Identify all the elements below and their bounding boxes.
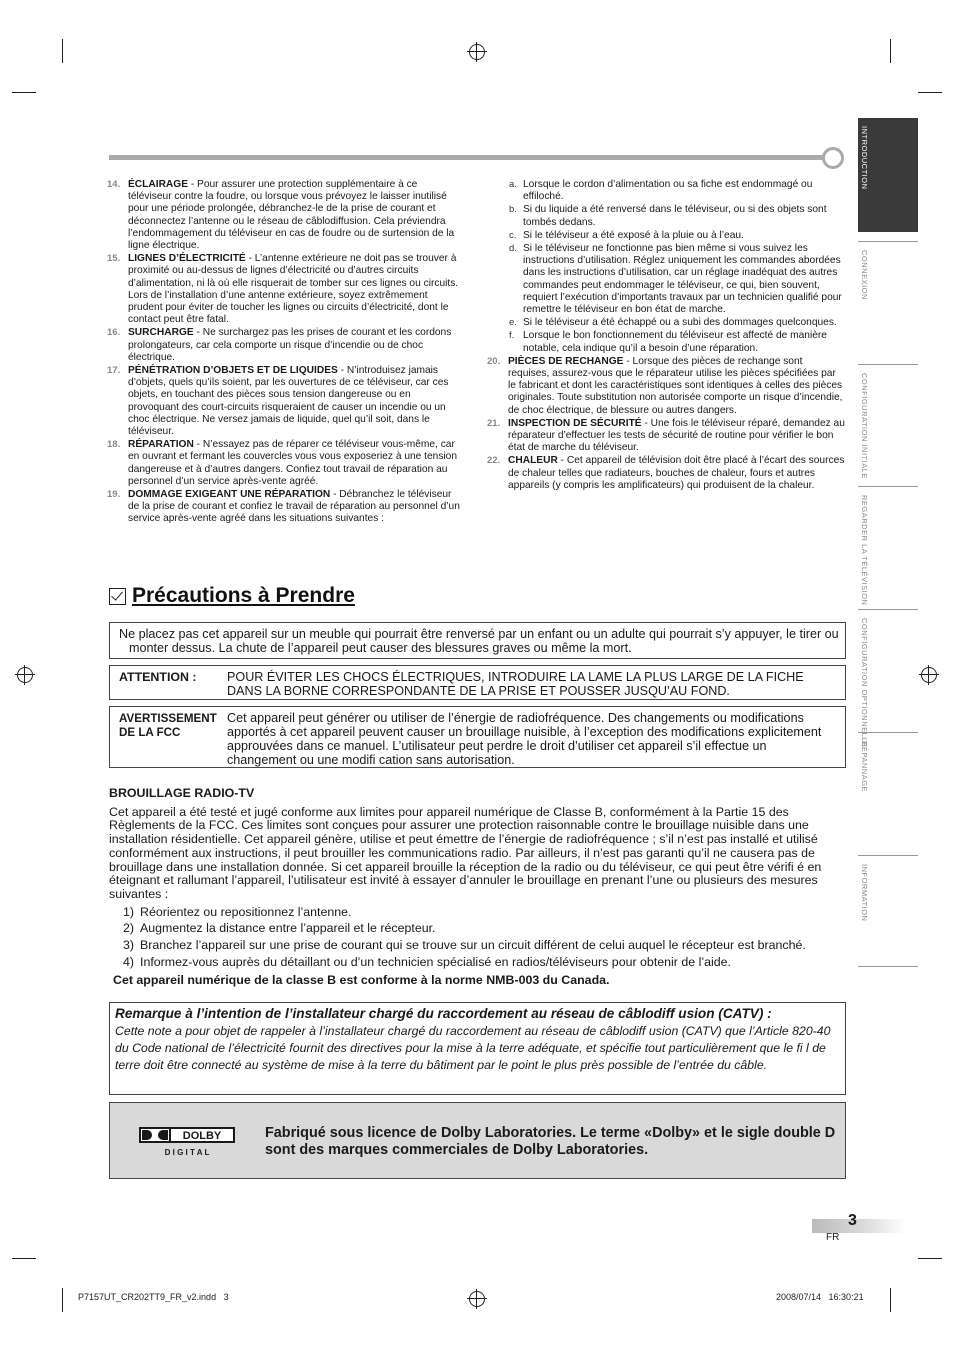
catv-remark-title: Remarque à l’intention de l’installateur chargé du raccordement au réseau de câblodiff usion (CATV) : bbox=[115, 1006, 772, 1021]
item-body bbox=[128, 365, 461, 438]
item-body bbox=[128, 327, 461, 364]
header-rule bbox=[109, 155, 829, 160]
sub-item-text: Si le téléviseur a été échappé ou a subi des dommages quelconques. bbox=[523, 317, 837, 329]
item-body bbox=[128, 253, 461, 326]
sub-item-letter: d. bbox=[509, 243, 517, 255]
item-text: - Une fois le téléviseur réparé, demandez au réparateur d’effectuer les tests de sécurité de routine pour vérifier le bon état de marche du téléviseur. bbox=[508, 417, 845, 454]
item-text: - L’antenne extérieure ne doit pas se trouver à proximité ou au-dessus de lignes d’électricité ou d’autres circuits d’alimentation, ni là où elle risquerait de tomber sur ces lignes ou circuits. Lors de l’installation d’une antenne extérieure, soyez extrêmement prudent pour éviter de toucher les lignes ou circuits d’électricité, dont le contact peut être fatal. bbox=[128, 253, 459, 326]
attention-text: POUR ÉVITER LES CHOCS ÉLECTRIQUES, INTRODUIRE LA LAME LA PLUS LARGE DE LA FICHE DANS LA BORNE CORRESPONDANTE DE LA PRISE ET POUSSER JUSQU’AU FOND. bbox=[227, 670, 804, 698]
item-text: - Cet appareil de télévision doit être placé à l’écart des sources de chaleur telles que radiateurs, bouches de chaleur, fours et autres appareils (y compris les amplificateurs) qui produisent de la chaleur. bbox=[508, 455, 845, 491]
sub-item bbox=[487, 204, 845, 228]
radio-interference-title: BROUILLAGE RADIO-TV bbox=[109, 786, 255, 800]
side-tab-connexion[interactable] bbox=[858, 241, 918, 355]
item-number: 18. bbox=[107, 439, 121, 451]
crop-mark bbox=[918, 92, 942, 93]
side-tab-information[interactable] bbox=[858, 855, 918, 967]
item-body bbox=[128, 179, 461, 252]
header-circle-icon bbox=[822, 147, 844, 169]
safety-item bbox=[107, 327, 461, 364]
item-title: CHALEUR bbox=[508, 455, 558, 467]
catv-remark-box bbox=[109, 1002, 846, 1095]
crop-mark bbox=[890, 39, 891, 63]
side-tab-label: CONFIGURATION INITIALE bbox=[860, 373, 869, 479]
side-tab-introduction[interactable] bbox=[858, 118, 918, 232]
registration-mark-icon bbox=[921, 667, 937, 683]
step-number: 1) bbox=[123, 904, 135, 919]
item-title: DOMMAGE EXIGEANT UNE RÉPARATION bbox=[128, 489, 331, 501]
dolby-license-box bbox=[109, 1102, 846, 1179]
remedy-list bbox=[109, 906, 846, 970]
sub-item bbox=[487, 230, 845, 242]
tip-over-warning-box bbox=[109, 622, 846, 659]
section-heading bbox=[109, 584, 355, 608]
list-item bbox=[109, 956, 846, 970]
item-title: RÉPARATION bbox=[128, 439, 194, 451]
item-body bbox=[128, 489, 461, 526]
item-body bbox=[508, 356, 845, 417]
side-tab-regarder-television[interactable] bbox=[858, 486, 918, 606]
side-tab-configuration-initiale[interactable] bbox=[858, 364, 918, 478]
sub-item-text: Si le téléviseur a été exposé à la pluie ou à l’eau. bbox=[523, 229, 744, 241]
safety-item bbox=[487, 356, 845, 417]
catv-remark-text: Cette note a pour objet de rappeler à l’installateur chargé du raccordement au réseau de câblodiff usion (CATV) que l’Article 820-40 du Code national de l’électricité fournit des directives pour la mise à la terre adéquate, et spécifie tout particulièrement que le fi l de terre doit être connecté au système de mise à la terre du bâtiment par le point le plus près possible de l’entrée du câble. bbox=[115, 1023, 831, 1072]
side-tab-label: DÉPANNAGE bbox=[860, 741, 869, 793]
step-text: Branchez l’appareil sur une prise de courant qui se trouve sur un circuit différent de celui auquel le récepteur est branché. bbox=[140, 938, 806, 953]
footer-timestamp: 2008/07/14 16:30:21 bbox=[776, 1292, 864, 1302]
safety-item bbox=[487, 455, 845, 492]
left-safety-column bbox=[107, 179, 461, 527]
registration-mark-icon bbox=[469, 44, 485, 60]
sub-item-text: Lorsque le bon fonctionnement du téléviseur est affecté de manière notable, cela indique qu’il a besoin d’une réparation. bbox=[523, 330, 827, 354]
item-number: 22. bbox=[487, 455, 501, 467]
step-text: Informez-vous auprès du détaillant ou d’un technicien spécialisé en radios/téléviseurs pour obtenir de l’aide. bbox=[140, 954, 731, 969]
radio-interference-section bbox=[109, 787, 846, 988]
crop-mark bbox=[918, 1258, 942, 1259]
attention-box bbox=[109, 665, 846, 700]
sub-item-text: Si le téléviseur ne fonctionne pas bien même si vous suivez les instructions d’utilisation. Réglez uniquement les commandes abordées dans les instructions d’utilisation, car un réglage inadéquat des autres commandes peut endommager le téléviseur, ce qui, bien souvent, requiert l’exécution d’importants travaux par un technicien qualifié pour remettre le téléviseur en bon état de marche. bbox=[523, 243, 842, 316]
item-text: - Ne surchargez pas les prises de courant et les cordons prolongateurs, car cela comporte un risque d’incendie ou de choc électrique. bbox=[128, 327, 452, 363]
sub-item-letter: f. bbox=[509, 330, 515, 342]
item-text: - Lorsque des pièces de rechange sont requises, assurez-vous que le réparateur utilise les pièces spécifiées par le fabricant et dont les caractéristiques sont identiques à celles des pièces originales. Toute substitution non autorisée comporte un risque d’incendie, de choc électrique, de blessure ou autres dangers. bbox=[508, 355, 843, 416]
list-item bbox=[109, 922, 846, 936]
sub-item-letter: c. bbox=[509, 229, 517, 241]
item-title: PÉNÉTRATION D’OBJETS ET DE LIQUIDES bbox=[128, 365, 338, 377]
safety-item bbox=[107, 439, 461, 488]
fcc-warning-label: AVERTISSEMENT DE LA FCC bbox=[119, 712, 217, 739]
item-text: - Pour assurer une protection supplémentaire à ce téléviseur contre la foudre, ou lorsque vous prévoyez le laisser inutilisé pour une période prolongée, débranchez-le de la prise de courant et déconnectez l’antenne ou le réseau de câblodiffusion. Cela préviendra l’endommagement du téléviseur en cas de foudre ou de surtension de la ligne électrique. bbox=[128, 179, 455, 252]
safety-item bbox=[487, 418, 845, 455]
sub-item bbox=[487, 330, 845, 354]
crop-mark bbox=[12, 1258, 36, 1259]
item-body bbox=[128, 439, 461, 488]
item-number: 17. bbox=[107, 365, 121, 377]
sub-item bbox=[487, 179, 845, 203]
footer-filename: P7157UT_CR202TT9_FR_v2.indd 3 bbox=[78, 1292, 229, 1302]
safety-item bbox=[107, 253, 461, 326]
sub-item bbox=[487, 317, 845, 329]
step-text: Réorientez ou repositionnez l’antenne. bbox=[140, 904, 352, 919]
page-number-bar bbox=[812, 1219, 905, 1233]
fcc-warning-text: Cet appareil peut générer ou utiliser de l’énergie de radiofréquence. Des changements ou modifications apportés à cet appareil peuvent causer un brouillage nuisible, à l’exception des modifications explicitement approuvées dans ce manuel. L’utilisateur peut perdre le droit d’utiliser cet appareil s’il effectue un changement ou une modifi cation sans autorisation. bbox=[227, 711, 822, 767]
dolby-license-text: Fabriqué sous licence de Dolby Laboratories. Le terme «Dolby» et le sigle double D sont des marques commerciales de Dolby Laboratories. bbox=[265, 1125, 836, 1158]
item-title: ÉCLAIRAGE bbox=[128, 179, 188, 190]
item-body bbox=[508, 418, 845, 455]
item-text: - N’introduisez jamais d’objets, quels qu’ils soient, par les ouvertures de ce téléviseur, car ces objets, en touchant des pièces sous tension dangereuse ou en provoquant des court-circuits risqueraient de causer un incendie ou un choc électrique. Ne versez jamais de liquide, quel qu’il soit, dans le téléviseur. bbox=[128, 365, 449, 438]
crop-mark bbox=[890, 1288, 891, 1312]
list-item bbox=[109, 939, 846, 953]
side-tab-label: CONFIGURATION OPTIONNELLE bbox=[860, 618, 869, 748]
item-text: - N’essayez pas de réparer ce téléviseur vous-même, car en ouvrant et fermant les couvercles vous vous exposeriez à une tension dangereuse et à d’autres dangers. Confiez tout travail de réparation au personnel d’un service après-vente agréé. bbox=[128, 439, 458, 487]
canada-compliance-note: Cet appareil numérique de la classe B est conforme à la norme NMB-003 du Canada. bbox=[113, 973, 610, 988]
side-tab-label: INTRODUCTION bbox=[860, 126, 869, 190]
radio-interference-intro: Cet appareil a été testé et jugé conforme aux limites pour appareil numérique de Classe B, conformément à la Partie 15 des Règlements de la FCC. Ces limites sont conçues pour assurer une protection raisonnable contre le brouillage nuisible dans une installation résidentielle. Cet appareil génère, utilise et peut émettre de l’énergie de radiofréquence ; s’il n’est pas installé et utilisé conformément aux instructions, il peut brouiller les communications radio. Par ailleurs, il n’est pas garanti qu’il ne causera pas de brouillage dans une installation donnée. Si cet appareil brouille la réception de la radio ou du téléviseur, ce qui peut être vérifi é en éteignant et rallumant l’appareil, l’utilisateur est invité à essayer d’annuler le brouillage en prenant l’une ou plusieurs des mesures suivantes : bbox=[109, 804, 822, 901]
item-number: 16. bbox=[107, 327, 121, 339]
item-text: - Débranchez le téléviseur de la prise de courant et confiez le travail de réparation au personnel d’un service après-vente agréé dans les situations suivantes : bbox=[128, 489, 460, 525]
step-text: Augmentez la distance entre l’appareil et le récepteur. bbox=[140, 921, 436, 936]
item-title: LIGNES D’ÉLECTRICITÉ bbox=[128, 253, 246, 265]
fcc-warning-box bbox=[109, 706, 846, 768]
item-body bbox=[508, 455, 845, 492]
crop-mark bbox=[62, 1288, 63, 1312]
section-title: Précautions à Prendre bbox=[132, 584, 355, 607]
dolby-logo-icon bbox=[138, 1126, 236, 1158]
crop-mark bbox=[12, 92, 36, 93]
registration-mark-icon bbox=[469, 1291, 485, 1307]
language-code: FR bbox=[826, 1232, 840, 1243]
page-number: 3 bbox=[848, 1212, 857, 1229]
side-tab-depannage[interactable] bbox=[858, 732, 918, 846]
item-number: 19. bbox=[107, 489, 121, 501]
sub-item bbox=[487, 243, 845, 316]
safety-item bbox=[107, 365, 461, 438]
safety-item bbox=[107, 489, 461, 526]
registration-mark-icon bbox=[17, 667, 33, 683]
checkbox-icon bbox=[109, 588, 126, 605]
safety-item bbox=[107, 179, 461, 252]
item-number: 15. bbox=[107, 253, 121, 265]
crop-mark bbox=[62, 39, 63, 63]
side-tab-label: REGARDER LA TÉLÉVISION bbox=[860, 495, 869, 606]
item-title: INSPECTION DE SÉCURITÉ bbox=[508, 417, 642, 429]
dolby-logo-sub: D I G I T A L bbox=[164, 1148, 210, 1157]
sub-item-text: Lorsque le cordon d’alimentation ou sa fiche est endommagé ou effiloché. bbox=[523, 179, 813, 203]
side-tab-label: CONNEXION bbox=[860, 250, 869, 300]
item-number: 21. bbox=[487, 417, 501, 429]
item-title: PIÈCES DE RECHANGE bbox=[508, 355, 624, 367]
sub-item-letter: a. bbox=[509, 179, 517, 190]
side-tab-label: INFORMATION bbox=[860, 864, 869, 922]
sub-item-letter: b. bbox=[509, 204, 517, 216]
step-number: 3) bbox=[123, 938, 135, 953]
dolby-logo-word: DOLBY bbox=[182, 1130, 222, 1143]
item-number: 14. bbox=[107, 179, 121, 190]
step-number: 4) bbox=[123, 954, 135, 969]
item-number: 20. bbox=[487, 355, 501, 367]
side-tab-configuration-optionnelle[interactable] bbox=[858, 609, 918, 748]
tip-over-warning-text: Ne placez pas cet appareil sur un meuble qui pourrait être renversé par un enfant ou un adulte qui pourrait s’y appuyer, le tirer ou monter dessus. La chute de l’appareil peut causer des blessures graves ou même la mort. bbox=[119, 627, 839, 655]
sub-item-text: Si du liquide a été renversé dans le téléviseur, ou si des objets sont tombés dedans. bbox=[523, 204, 827, 228]
step-number: 2) bbox=[123, 921, 135, 936]
sub-item-letter: e. bbox=[509, 317, 517, 329]
right-safety-column bbox=[487, 179, 845, 493]
list-item bbox=[109, 906, 846, 920]
attention-label: ATTENTION : bbox=[119, 670, 197, 684]
item-title: SURCHARGE bbox=[128, 327, 194, 339]
